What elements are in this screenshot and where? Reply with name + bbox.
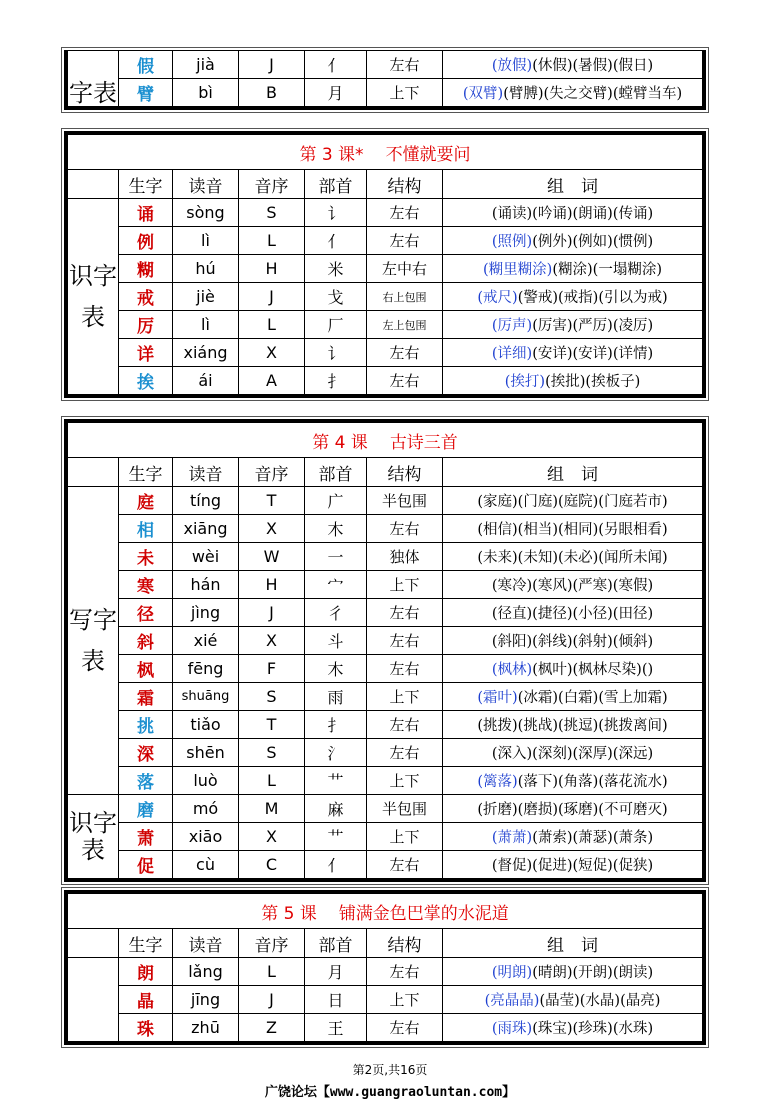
highlight-phrase: (双臂) [462,86,504,102]
pinyin-cell: zhū [173,1014,239,1042]
header-row [68,458,703,487]
radical-cell: 讠 [305,339,367,367]
highlight-phrase: (戒尺) [477,290,518,306]
character-cell: 萧 [119,823,173,851]
table-row [68,515,703,543]
header-phrases: 组 词 [443,170,703,199]
other-phrases: (诵读)(吟诵)(朗诵)(传诵) [491,206,654,222]
table-row [68,795,703,823]
other-phrases: (晶莹)(水晶)(晶亮) [539,993,661,1009]
pinyin-cell: ái [173,367,239,395]
radical-cell: 戈 [305,283,367,311]
lesson-name: 铺满金色巴掌的水泥道 [338,903,509,924]
character-cell: 挨 [119,367,173,395]
blank-header [68,458,119,487]
pinyin-cell: xiáng [173,339,239,367]
highlight-phrase: (篱落) [477,774,518,790]
table-row [68,823,703,851]
structure-cell: 左右 [367,1014,443,1042]
sequence-cell: B [239,79,305,107]
highlight-phrase: (萧萧) [491,830,533,846]
other-phrases: (臂膊)(失之交臂)(螳臂当车) [503,86,683,102]
structure-cell: 左右 [367,851,443,879]
other-phrases: (例外)(例如)(惯例) [532,234,654,250]
character-cell: 径 [119,599,173,627]
lesson3-table [64,131,706,398]
lesson4-table [64,419,706,882]
pinyin-cell: xiāng [173,515,239,543]
character-cell: 庭 [119,487,173,515]
lesson-number: 第 3 课* [299,144,364,165]
structure-cell: 左右 [367,739,443,767]
character-cell: 枫 [119,655,173,683]
sequence-cell: J [239,51,305,79]
pinyin-cell: hú [173,255,239,283]
structure-cell: 左中右 [367,255,443,283]
site-footer: 广饶论坛【www.guangraoluntan.com】 [264,1085,516,1100]
character-cell: 例 [119,227,173,255]
structure-cell: 右上包围 [367,283,443,311]
other-phrases: (督促)(促进)(短促)(促狭) [491,858,654,874]
character-cell: 朗 [119,958,173,986]
character-cell: 磨 [119,795,173,823]
other-phrases: (休假)(暑假)(假日) [532,58,654,74]
phrases-cell [443,823,703,851]
highlight-phrase: (糊里糊涂) [483,262,553,278]
radical-cell: 木 [305,515,367,543]
structure-cell: 左右 [367,367,443,395]
radical-cell: 厂 [305,311,367,339]
phrases-cell [443,795,703,823]
sequence-cell: J [239,599,305,627]
table-row [68,739,703,767]
table-row [68,851,703,879]
phrases-cell [443,571,703,599]
pinyin-cell: lì [173,227,239,255]
phrases-cell [443,311,703,339]
header-phrases: 组 词 [443,929,703,958]
structure-cell: 左右 [367,515,443,543]
table-row [68,986,703,1014]
header-radical: 部首 [305,929,367,958]
structure-cell: 上下 [367,683,443,711]
header-radical: 部首 [305,458,367,487]
sequence-cell: C [239,851,305,879]
blank-header [68,170,119,199]
table-row [68,683,703,711]
phrases-cell [443,255,703,283]
pinyin-cell: jià [173,51,239,79]
table-row [68,79,703,107]
other-phrases: (挑拨)(挑战)(挑逗)(挑拨离间) [477,718,668,734]
header-row [68,170,703,199]
phrases-cell [443,986,703,1014]
phrases-cell [443,1014,703,1042]
table-row [68,339,703,367]
lesson5-title [68,894,703,929]
pinyin-cell: lì [173,311,239,339]
sequence-cell: J [239,986,305,1014]
pinyin-cell: mó [173,795,239,823]
phrases-cell [443,227,703,255]
highlight-phrase: (厉声) [491,318,533,334]
character-cell: 厉 [119,311,173,339]
other-phrases: (落下)(角落)(落花流水) [517,774,668,790]
sequence-cell: M [239,795,305,823]
header-char: 生字 [119,458,173,487]
side-label-empty [68,958,119,1042]
sequence-cell: S [239,199,305,227]
radical-cell: 斗 [305,627,367,655]
highlight-phrase: (霜叶) [477,690,518,706]
pinyin-cell: luò [173,767,239,795]
structure-cell: 上下 [367,823,443,851]
phrases-cell [443,711,703,739]
table-fragment-top [64,50,706,110]
lesson-number: 第 5 课 [261,903,317,924]
sequence-cell: X [239,339,305,367]
radical-cell: 王 [305,1014,367,1042]
page-number: 第2页,共16页 [352,1063,428,1077]
table-row [68,627,703,655]
pinyin-cell: jīng [173,986,239,1014]
character-cell: 深 [119,739,173,767]
other-phrases: (寒冷)(寒风)(严寒)(寒假) [491,578,654,594]
sequence-cell: W [239,543,305,571]
header-structure: 结构 [367,458,443,487]
blank-header [68,929,119,958]
character-cell: 诵 [119,199,173,227]
phrases-cell [443,283,703,311]
radical-cell: 氵 [305,739,367,767]
phrases-cell [443,851,703,879]
sequence-cell: T [239,711,305,739]
table-row [68,571,703,599]
table-row [68,227,703,255]
structure-cell: 半包围 [367,795,443,823]
highlight-phrase: (详细) [491,346,533,362]
header-pinyin: 读音 [173,458,239,487]
structure-cell: 左右 [367,339,443,367]
radical-cell: 彳 [305,599,367,627]
other-phrases: (珠宝)(珍珠)(水珠) [532,1021,654,1037]
table-row [68,543,703,571]
sequence-cell: F [239,655,305,683]
pinyin-cell: wèi [173,543,239,571]
other-phrases: (萧索)(萧瑟)(萧条) [532,830,654,846]
pinyin-cell: cù [173,851,239,879]
pinyin-cell: bì [173,79,239,107]
header-row [68,929,703,958]
table-row [68,283,703,311]
radical-cell: 日 [305,986,367,1014]
sequence-cell: L [239,767,305,795]
lesson5-table [64,890,706,1045]
sequence-cell: S [239,683,305,711]
lesson4-title [68,423,703,458]
radical-cell: 亻 [305,51,367,79]
other-phrases: (径直)(捷径)(小径)(田径) [491,606,654,622]
structure-cell: 左右 [367,958,443,986]
other-phrases: (折磨)(磨损)(琢磨)(不可磨灭) [477,802,668,818]
pinyin-cell: shēn [173,739,239,767]
radical-cell: 艹 [305,767,367,795]
structure-cell: 半包围 [367,487,443,515]
radical-cell: 扌 [305,367,367,395]
other-phrases: (相信)(相当)(相同)(另眼相看) [477,522,668,538]
highlight-phrase: (枫林) [491,662,533,678]
character-cell: 详 [119,339,173,367]
structure-cell: 上下 [367,767,443,795]
other-phrases: (深入)(深刻)(深厚)(深远) [491,746,654,762]
lesson-name: 古诗三首 [389,432,458,453]
other-phrases: (挨批)(挨板子) [545,374,641,390]
radical-cell: 广 [305,487,367,515]
table-row [68,311,703,339]
radical-cell: 雨 [305,683,367,711]
table-row [68,767,703,795]
phrases-cell [443,655,703,683]
pinyin-cell: fēng [173,655,239,683]
table-row [68,199,703,227]
other-phrases: (冰霜)(白霜)(雪上加霜) [517,690,668,706]
side-label: 识字表 [68,199,119,395]
table-row [68,599,703,627]
structure-cell: 左上包围 [367,311,443,339]
pinyin-cell: tíng [173,487,239,515]
highlight-phrase: (照例) [491,234,533,250]
side-label: 写字表 [68,487,119,795]
character-cell: 未 [119,543,173,571]
table-row [68,487,703,515]
phrases-cell [443,739,703,767]
pinyin-cell: jìng [173,599,239,627]
highlight-phrase: (挨打) [504,374,546,390]
header-radical: 部首 [305,170,367,199]
structure-cell: 上下 [367,571,443,599]
structure-cell: 左右 [367,711,443,739]
radical-cell: 米 [305,255,367,283]
phrases-cell [443,51,703,79]
radical-cell: 木 [305,655,367,683]
phrases-cell [443,79,703,107]
radical-cell: 讠 [305,199,367,227]
other-phrases: (厉害)(严厉)(凌厉) [532,318,654,334]
pinyin-cell: xié [173,627,239,655]
structure-cell: 上下 [367,986,443,1014]
character-cell: 寒 [119,571,173,599]
sequence-cell: L [239,958,305,986]
sequence-cell: X [239,823,305,851]
header-structure: 结构 [367,929,443,958]
radical-cell: 一 [305,543,367,571]
character-cell: 斜 [119,627,173,655]
side-label: 识字表 [68,795,119,879]
phrases-cell [443,515,703,543]
character-cell: 晶 [119,986,173,1014]
other-phrases: (家庭)(门庭)(庭院)(门庭若市) [477,494,668,510]
highlight-phrase: (明朗) [491,965,533,981]
header-seq: 音序 [239,929,305,958]
sequence-cell: Z [239,1014,305,1042]
other-phrases: (未来)(未知)(未必)(闻所未闻) [477,550,668,566]
structure-cell: 左右 [367,627,443,655]
character-cell: 落 [119,767,173,795]
other-phrases: (安详)(安详)(详情) [532,346,654,362]
character-cell: 相 [119,515,173,543]
sequence-cell: X [239,627,305,655]
structure-cell: 左右 [367,599,443,627]
lesson3-title [68,135,703,170]
structure-cell: 左右 [367,51,443,79]
phrases-cell [443,767,703,795]
other-phrases: (枫叶)(枫林尽染)() [532,662,654,678]
structure-cell: 左右 [367,655,443,683]
other-phrases: (斜阳)(斜线)(斜射)(倾斜) [491,634,654,650]
character-cell: 挑 [119,711,173,739]
other-phrases: (警戒)(戒指)(引以为戒) [517,290,668,306]
highlight-phrase: (放假) [491,58,533,74]
header-seq: 音序 [239,170,305,199]
sequence-cell: L [239,227,305,255]
pinyin-cell: tiǎo [173,711,239,739]
character-cell: 糊 [119,255,173,283]
radical-cell: 艹 [305,823,367,851]
table-row [68,51,703,79]
header-structure: 结构 [367,170,443,199]
sequence-cell: H [239,255,305,283]
character-cell: 珠 [119,1014,173,1042]
table-row [68,367,703,395]
highlight-phrase: (亮晶晶) [484,993,540,1009]
structure-cell: 独体 [367,543,443,571]
side-label: 字表 [68,51,119,107]
table-row [68,958,703,986]
radical-cell: 亻 [305,227,367,255]
sequence-cell: L [239,311,305,339]
header-seq: 音序 [239,458,305,487]
header-pinyin: 读音 [173,170,239,199]
other-phrases: (糊涂)(一塌糊涂) [552,262,662,278]
pinyin-cell: sòng [173,199,239,227]
sequence-cell: J [239,283,305,311]
sequence-cell: S [239,739,305,767]
structure-cell: 左右 [367,227,443,255]
radical-cell: 月 [305,79,367,107]
character-cell: 促 [119,851,173,879]
structure-cell: 左右 [367,199,443,227]
radical-cell: 宀 [305,571,367,599]
character-cell: 假 [119,51,173,79]
phrases-cell [443,958,703,986]
character-cell: 臂 [119,79,173,107]
pinyin-cell: hán [173,571,239,599]
table-row [68,255,703,283]
phrases-cell [443,339,703,367]
table-row [68,1014,703,1042]
lesson-name: 不懂就要问 [385,144,471,165]
phrases-cell [443,487,703,515]
sequence-cell: X [239,515,305,543]
radical-cell: 扌 [305,711,367,739]
table-row [68,655,703,683]
structure-cell: 上下 [367,79,443,107]
header-char: 生字 [119,929,173,958]
pinyin-cell: jiè [173,283,239,311]
pinyin-cell: shuāng [173,683,239,711]
sequence-cell: A [239,367,305,395]
lesson-number: 第 4 课 [312,432,368,453]
phrases-cell [443,367,703,395]
radical-cell: 麻 [305,795,367,823]
table-row [68,711,703,739]
phrases-cell [443,199,703,227]
character-cell: 霜 [119,683,173,711]
phrases-cell [443,683,703,711]
character-cell: 戒 [119,283,173,311]
phrases-cell [443,543,703,571]
other-phrases: (晴朗)(开朗)(朗读) [532,965,654,981]
radical-cell: 月 [305,958,367,986]
phrases-cell [443,599,703,627]
header-pinyin: 读音 [173,929,239,958]
sequence-cell: T [239,487,305,515]
radical-cell: 亻 [305,851,367,879]
header-phrases: 组 词 [443,458,703,487]
header-char: 生字 [119,170,173,199]
pinyin-cell: xiāo [173,823,239,851]
highlight-phrase: (雨珠) [491,1021,533,1037]
phrases-cell [443,627,703,655]
pinyin-cell: lǎng [173,958,239,986]
sequence-cell: H [239,571,305,599]
